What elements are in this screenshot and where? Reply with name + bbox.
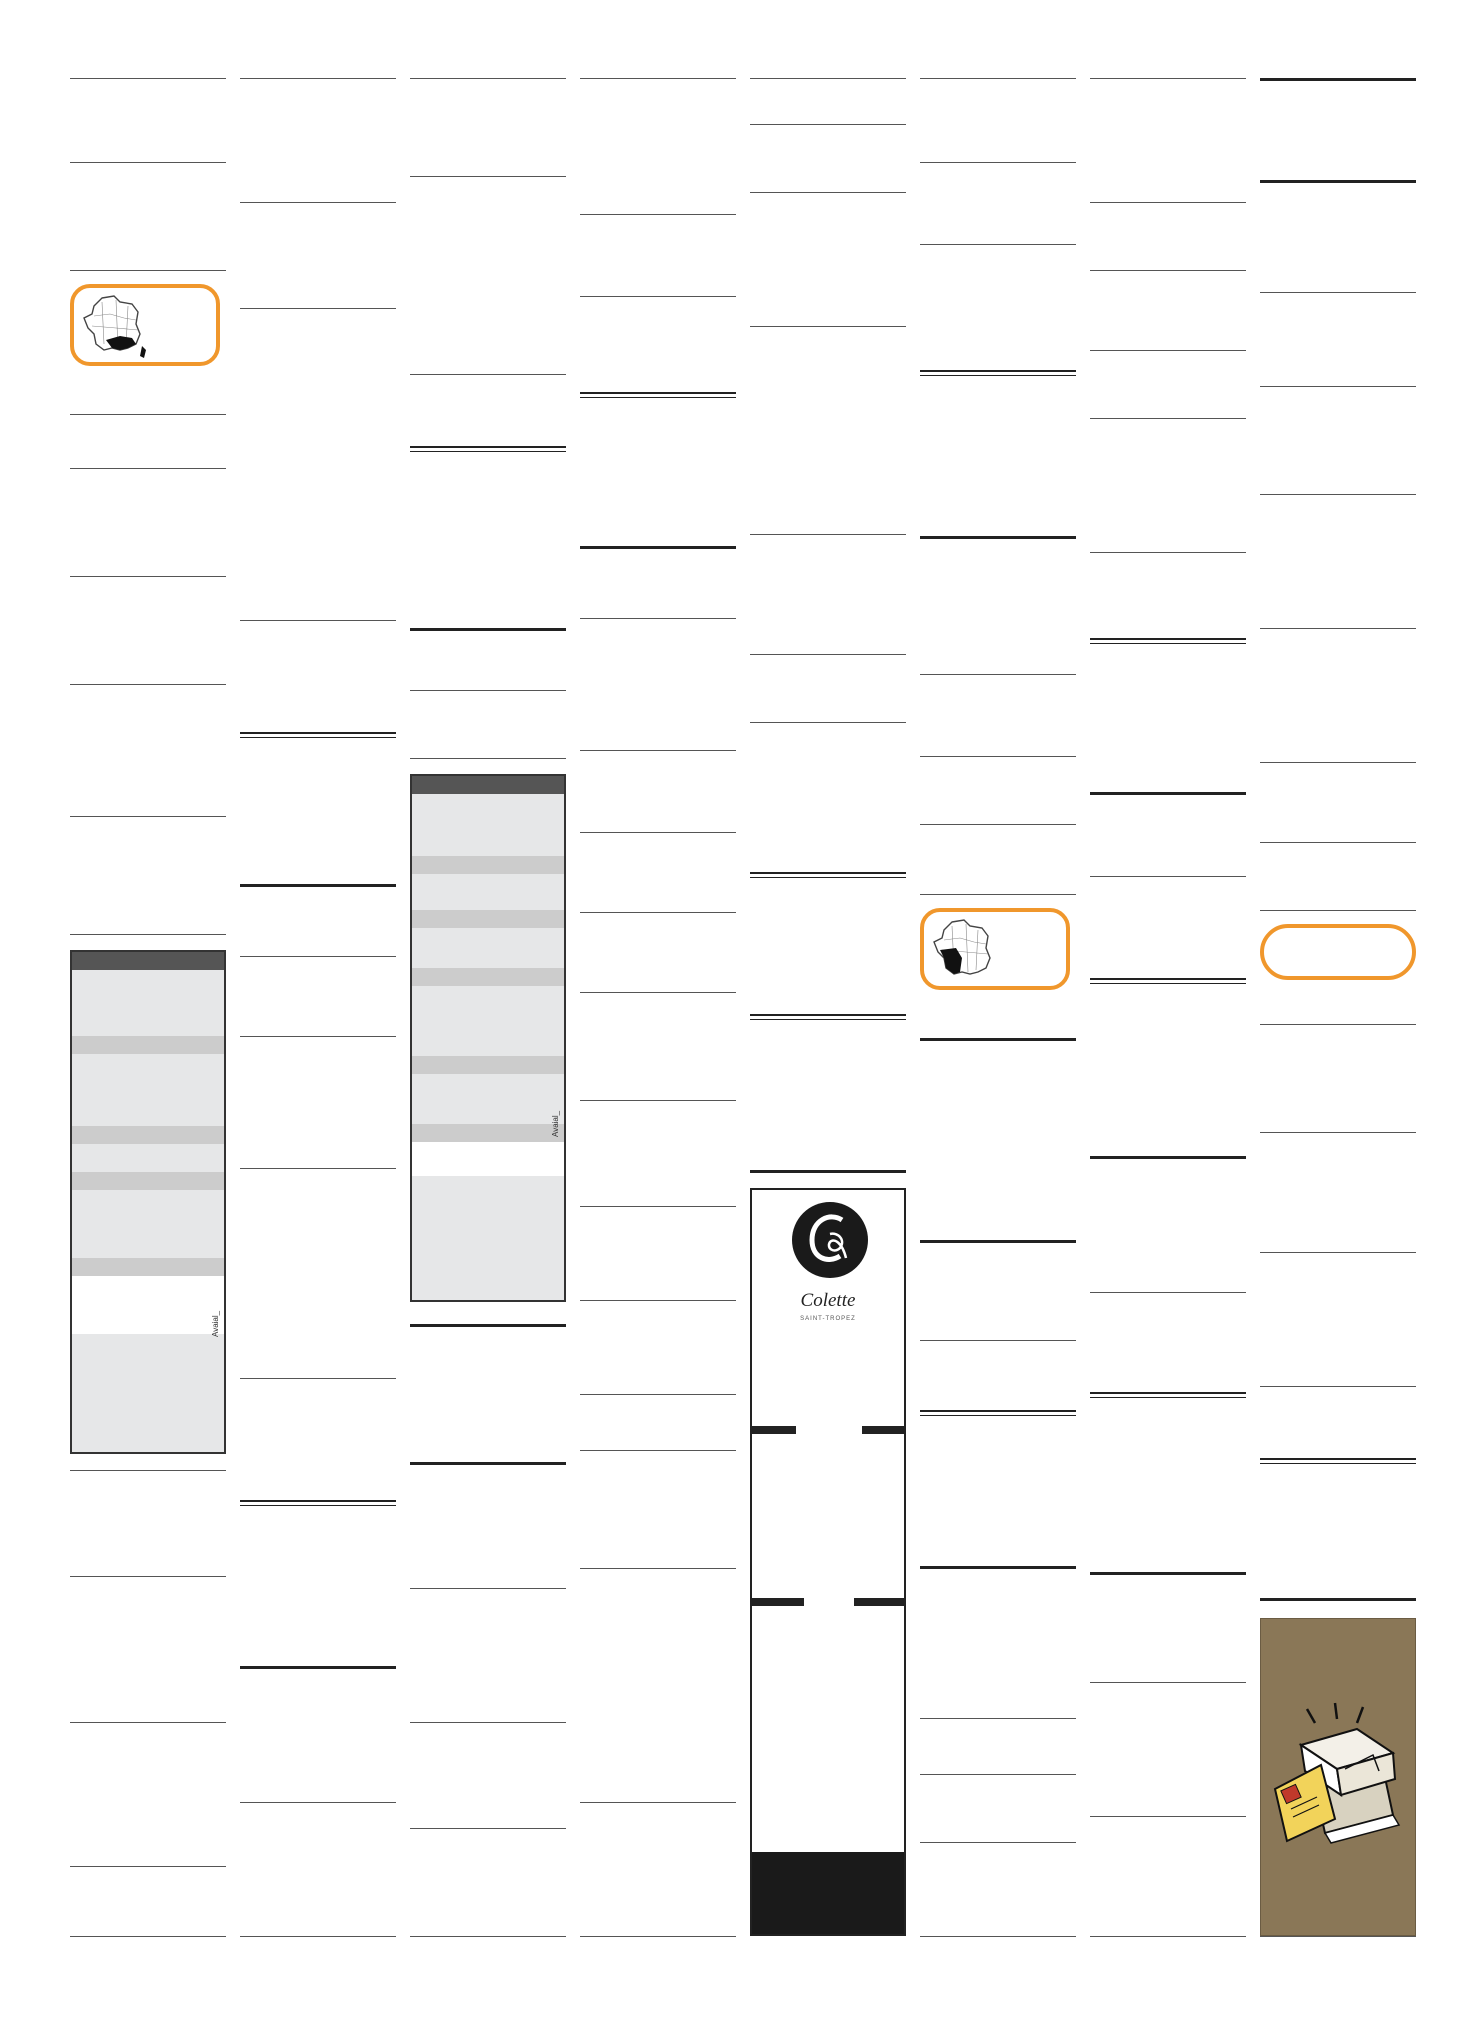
column-rule bbox=[1090, 1292, 1246, 1293]
column-rule bbox=[1090, 78, 1246, 79]
column-rule-heavy bbox=[1260, 78, 1416, 81]
column-rule-heavy bbox=[750, 1170, 906, 1173]
column-rule-heavy bbox=[920, 1038, 1076, 1041]
column-rule bbox=[920, 1718, 1076, 1719]
column-rule-double bbox=[240, 1500, 396, 1506]
column-rule bbox=[1260, 842, 1416, 843]
column-rule bbox=[70, 468, 226, 469]
column-rule bbox=[920, 78, 1076, 79]
column-rule bbox=[1090, 350, 1246, 351]
column-rule-heavy bbox=[410, 1462, 566, 1465]
column-rule bbox=[410, 758, 566, 759]
table-header bbox=[72, 952, 224, 970]
france-map-icon bbox=[930, 918, 1000, 986]
column-rule bbox=[580, 912, 736, 913]
column-rule bbox=[580, 214, 736, 215]
column-rule bbox=[1260, 494, 1416, 495]
table-band bbox=[72, 1126, 224, 1144]
column-rule bbox=[240, 1802, 396, 1803]
column-rule bbox=[240, 78, 396, 79]
column-rule bbox=[750, 192, 906, 193]
column-rule bbox=[70, 1576, 226, 1577]
table-header bbox=[412, 776, 564, 794]
advert-dash bbox=[752, 1598, 804, 1606]
column-8 bbox=[1260, 0, 1416, 2020]
column-rule-heavy bbox=[410, 628, 566, 631]
column-rule bbox=[1260, 1386, 1416, 1387]
column-rule bbox=[240, 1036, 396, 1037]
column-rule-double bbox=[920, 370, 1076, 376]
column-rule bbox=[920, 1842, 1076, 1843]
column-rule bbox=[920, 162, 1076, 163]
column-rule-heavy bbox=[1090, 1156, 1246, 1159]
column-rule bbox=[750, 722, 906, 723]
table-tag: Avaial_ bbox=[551, 1110, 560, 1137]
column-rule bbox=[70, 1470, 226, 1471]
table-band bbox=[412, 1056, 564, 1074]
column-rule bbox=[70, 414, 226, 415]
advert-dash bbox=[862, 1426, 904, 1434]
column-rule bbox=[70, 162, 226, 163]
column-rule-heavy bbox=[1260, 180, 1416, 183]
column-rule bbox=[1090, 1936, 1246, 1937]
column-rule bbox=[580, 832, 736, 833]
column-rule bbox=[240, 956, 396, 957]
colette-advert[interactable] bbox=[750, 1188, 906, 1936]
column-rule bbox=[580, 1568, 736, 1569]
column-1 bbox=[70, 0, 226, 2020]
column-rule bbox=[410, 690, 566, 691]
column-rule bbox=[410, 78, 566, 79]
column-rule-double bbox=[410, 446, 566, 452]
column-rule bbox=[1260, 1132, 1416, 1133]
column-rule bbox=[750, 534, 906, 535]
column-rule bbox=[70, 684, 226, 685]
column-rule bbox=[410, 1722, 566, 1723]
column-rule bbox=[1260, 762, 1416, 763]
column-rule bbox=[1090, 270, 1246, 271]
column-rule bbox=[1090, 876, 1246, 877]
column-6 bbox=[920, 0, 1076, 2020]
column-rule bbox=[750, 78, 906, 79]
column-rule-double bbox=[750, 872, 906, 878]
column-rule-double bbox=[1090, 638, 1246, 644]
column-rule bbox=[70, 934, 226, 935]
column-rule-heavy bbox=[240, 884, 396, 887]
column-rule bbox=[1260, 1252, 1416, 1253]
column-rule bbox=[410, 1828, 566, 1829]
column-rule bbox=[1090, 552, 1246, 553]
column-rule bbox=[70, 1722, 226, 1723]
column-rule bbox=[580, 992, 736, 993]
column-7 bbox=[1090, 0, 1246, 2020]
column-rule-heavy bbox=[1090, 792, 1246, 795]
table-band bbox=[412, 968, 564, 986]
column-rule bbox=[240, 202, 396, 203]
colette-logo-icon bbox=[790, 1198, 870, 1282]
column-rule-heavy bbox=[1260, 1598, 1416, 1601]
column-rule bbox=[70, 1936, 226, 1937]
column-rule bbox=[580, 1802, 736, 1803]
france-map-icon bbox=[80, 294, 150, 362]
column-rule-double bbox=[240, 732, 396, 738]
column-rule-double bbox=[920, 1410, 1076, 1416]
table-band bbox=[412, 910, 564, 928]
column-rule bbox=[410, 176, 566, 177]
column-rule bbox=[240, 1168, 396, 1169]
column-rule bbox=[1260, 628, 1416, 629]
printer-illustration bbox=[1260, 1618, 1416, 1936]
listings-table bbox=[410, 774, 566, 1302]
column-rule bbox=[1090, 1816, 1246, 1817]
column-3 bbox=[410, 0, 566, 2020]
column-rule-heavy bbox=[240, 1666, 396, 1669]
column-rule bbox=[580, 78, 736, 79]
column-rule-heavy bbox=[410, 1324, 566, 1327]
column-rule bbox=[1260, 1936, 1416, 1937]
column-rule bbox=[70, 576, 226, 577]
column-rule bbox=[580, 1394, 736, 1395]
column-rule bbox=[1260, 1024, 1416, 1025]
column-rule bbox=[750, 654, 906, 655]
column-rule-heavy bbox=[920, 1240, 1076, 1243]
column-rule bbox=[1260, 910, 1416, 911]
column-rule bbox=[1090, 202, 1246, 203]
column-rule bbox=[1090, 1682, 1246, 1683]
column-rule bbox=[240, 1936, 396, 1937]
column-rule bbox=[580, 1936, 736, 1937]
column-rule bbox=[580, 1450, 736, 1451]
column-5 bbox=[750, 0, 906, 2020]
table-band bbox=[412, 1124, 564, 1142]
advert-dash bbox=[854, 1598, 904, 1606]
column-rule bbox=[70, 1866, 226, 1867]
region-map-box[interactable] bbox=[920, 908, 1070, 990]
column-rule bbox=[410, 374, 566, 375]
column-rule bbox=[750, 124, 906, 125]
advert-brand: Colette bbox=[800, 1290, 856, 1311]
column-rule bbox=[70, 78, 226, 79]
column-rule bbox=[240, 1378, 396, 1379]
column-rule bbox=[920, 756, 1076, 757]
table-band bbox=[72, 1036, 224, 1054]
column-rule bbox=[1260, 386, 1416, 387]
column-rule-heavy bbox=[920, 536, 1076, 539]
column-rule-double bbox=[750, 1014, 906, 1020]
table-band bbox=[412, 856, 564, 874]
column-rule bbox=[920, 824, 1076, 825]
column-rule-double bbox=[1260, 1458, 1416, 1464]
listings-table bbox=[70, 950, 226, 1454]
column-rule-double bbox=[580, 392, 736, 398]
table-band bbox=[72, 1172, 224, 1190]
highlight-box[interactable] bbox=[1260, 924, 1416, 980]
printer-with-envelope-icon bbox=[1261, 1619, 1416, 1936]
column-rule bbox=[920, 1340, 1076, 1341]
column-rule-heavy bbox=[580, 546, 736, 549]
column-rule bbox=[410, 1588, 566, 1589]
column-rule bbox=[580, 1300, 736, 1301]
column-rule bbox=[920, 1774, 1076, 1775]
column-rule bbox=[580, 1206, 736, 1207]
column-rule bbox=[580, 296, 736, 297]
column-rule bbox=[580, 1100, 736, 1101]
column-rule-double bbox=[1090, 978, 1246, 984]
column-rule bbox=[920, 244, 1076, 245]
advert-subtitle: SAINT-TROPEZ bbox=[800, 1316, 856, 1322]
column-rule bbox=[410, 1936, 566, 1937]
advert-dash bbox=[752, 1426, 796, 1434]
column-rule bbox=[70, 816, 226, 817]
column-rule bbox=[240, 308, 396, 309]
column-rule bbox=[70, 270, 226, 271]
column-4 bbox=[580, 0, 736, 2020]
column-rule bbox=[580, 618, 736, 619]
region-map-box[interactable] bbox=[70, 284, 220, 366]
column-rule bbox=[920, 894, 1076, 895]
advert-footer-block bbox=[752, 1852, 904, 1934]
column-rule bbox=[750, 326, 906, 327]
table-band bbox=[72, 1258, 224, 1276]
column-rule bbox=[1090, 418, 1246, 419]
column-rule-heavy bbox=[1090, 1572, 1246, 1575]
column-rule-double bbox=[1090, 1392, 1246, 1398]
column-2 bbox=[240, 0, 396, 2020]
column-rule bbox=[240, 620, 396, 621]
column-rule-heavy bbox=[920, 1566, 1076, 1569]
column-rule bbox=[1260, 292, 1416, 293]
table-tag: Avaial_ bbox=[211, 1310, 220, 1337]
column-rule bbox=[920, 674, 1076, 675]
column-rule bbox=[920, 1936, 1076, 1937]
column-rule bbox=[580, 750, 736, 751]
